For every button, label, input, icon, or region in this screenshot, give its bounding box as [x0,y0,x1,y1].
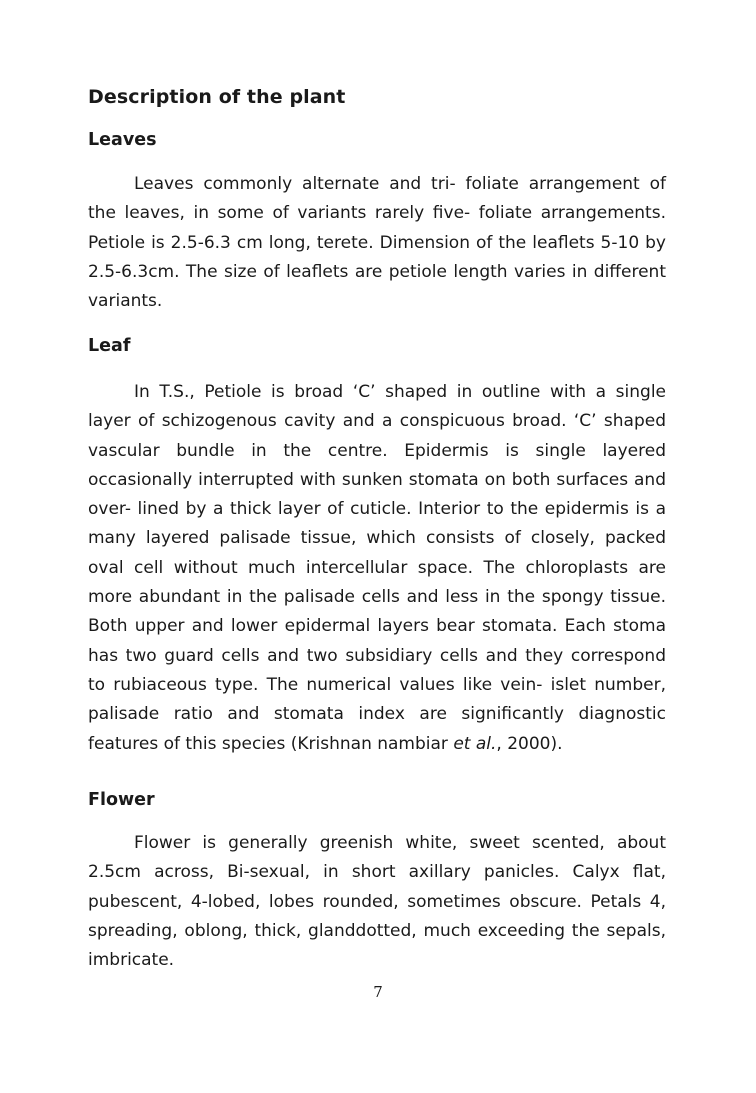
leaf-paragraph [88,378,666,759]
flower-heading: Flower [88,790,155,810]
page-number: 7 [373,983,383,1001]
leaf-heading: Leaf [88,336,131,356]
flower-paragraph: Flower is generally greenish white, sweet scented, about 2.5cm across, Bi-sexual, in short axillary panicles. Calyx flat, pubescent, 4-lobed, lobes rounded, sometimes obscure. Petals 4, spreading, oblong, thick, glanddotted, much exceeding the sepals, imbricate. [88,833,666,971]
leaf-text-italic: et al. [453,733,497,754]
leaf-text-main: In T.S., Petiole is broad ‘C’ shaped in outline with a single layer of schizogenous cavity and a conspicuous broad. ‘C’ shaped vascular bundle in the centre. Epidermis is single layered occasionally interrupted with sunken stomata on both surfaces and over- lined by a thick layer of cuticle. Interior to the epidermis is a many layered palisade tissue, which consists of closely, packed oval cell without much intercellular space. The chloroplasts are more abundant in the palisade cells and less in the spongy tissue. Both upper and lower epidermal layers bear stomata. Each stoma has two guard cells and two subsidiary cells and they correspond to rubiaceous type. The numerical values like vein- islet number, palisade ratio and stomata index are significantly diagnostic features of this species (Krishnan nambiar [88,382,666,754]
leaves-paragraph: Leaves commonly alternate and tri- foliate arrangement of the leaves, in some of variants rarely five- foliate arrangements. Petiole is 2.5-6.3 cm long, terete. Dimension of the leaflets 5-10 by 2.5-6.3cm. The size of leaflets are petiole length varies in different variants. [88,174,666,312]
leaves-heading: Leaves [88,130,157,150]
leaf-text-end: , 2000). [496,733,563,754]
section-heading: Description of the plant [88,86,346,108]
